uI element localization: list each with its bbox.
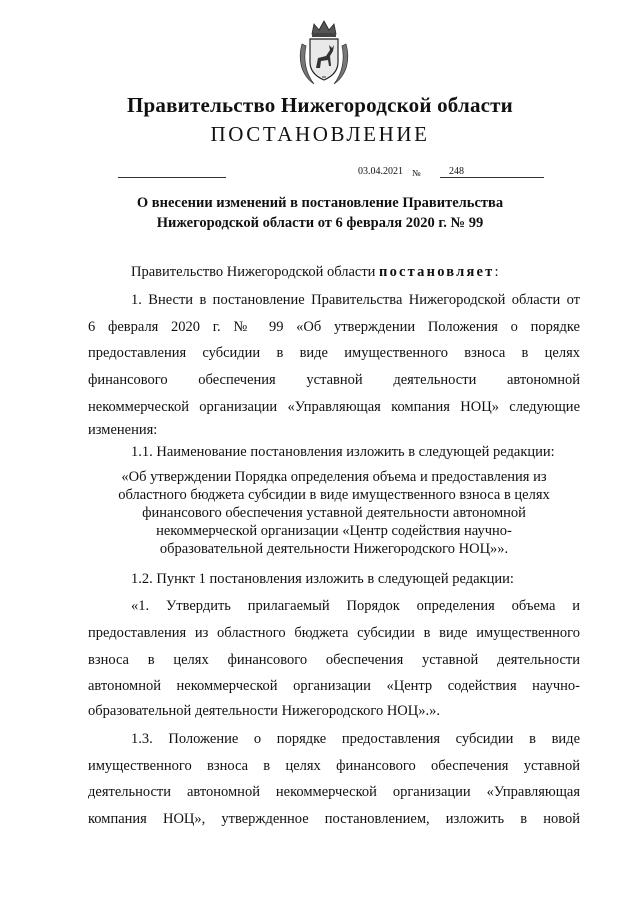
p12-text-line-3: взноса в целях финансового обеспечения уставной деятельности	[88, 652, 580, 668]
p12-text-line-5: образовательной деятельности Нижегородского НОЦ».».	[88, 703, 440, 719]
p11-line: 1.1. Наименование постановления изложить в следующей редакции:	[131, 444, 555, 460]
government-title: Правительство Нижегородской области	[127, 93, 513, 117]
nizhny-novgorod-coat-of-arms-icon	[296, 18, 352, 88]
p12-text-line-4: автономной некоммерческой организации «Центр содействия научно-	[88, 678, 580, 694]
quote-line-2: областного бюджета субсидии в виде имущественного взноса в целях	[118, 487, 550, 503]
p1-line-6: изменения:	[88, 422, 158, 438]
document-subject	[0, 193, 640, 233]
quote-line-3: финансового обеспечения уставной деятельности автономной	[142, 505, 526, 521]
p13-line-2: имущественного взноса в целях финансового обеспечения уставной	[88, 758, 580, 774]
quote-line-4: некоммерческой организации «Центр содействия научно-	[156, 523, 512, 539]
subject-line-1: О внесении изменений в постановление Правительства	[136, 195, 504, 211]
document-number: 248	[449, 166, 464, 177]
number-underline	[440, 177, 544, 178]
p1-line-1: 1. Внести в постановление Правительства Нижегородской области от	[131, 292, 580, 308]
p1-line-4: финансового обеспечения уставной деятельности автономной	[88, 372, 580, 388]
document-type-title: ПОСТАНОВЛЕНИЕ	[210, 122, 430, 146]
intro-paragraph	[88, 264, 580, 281]
p1-line-5: некоммерческой организации «Управляющая компания НОЦ» следующие	[88, 399, 580, 415]
p13-line-3: деятельности автономной некоммерческой организации «Управляющая	[88, 784, 580, 800]
p12-line: 1.2. Пункт 1 постановления изложить в следующей редакции:	[131, 571, 514, 587]
intro-verb: постановляет	[379, 264, 495, 280]
p12-text-line-2: предоставления из областного бюджета субсидии в виде имущественного	[88, 625, 580, 641]
subject-line-2: Нижегородской области от 6 февраля 2020 г. № 99	[156, 215, 484, 231]
intro-prefix: Правительство Нижегородской области	[131, 264, 376, 280]
quoted-new-title	[88, 468, 580, 558]
quote-line-1: «Об утверждении Порядка определения объема и предоставления из	[121, 469, 547, 485]
number-sign: №	[412, 168, 421, 178]
intro-suffix: :	[494, 264, 499, 280]
p1-line-2: 6 февраля 2020 г. № 99 «Об утверждении Положения о порядке	[88, 319, 580, 335]
blank-line-left	[118, 177, 226, 178]
p13-line-4: компания НОЦ», утвержденное постановлением, изложить в новой	[88, 811, 580, 827]
date-number-row	[0, 163, 640, 183]
p1-line-3: предоставления субсидии в виде имущественного взноса в целях	[88, 345, 580, 361]
document-date: 03.04.2021	[358, 166, 403, 177]
quote-line-5: образовательной деятельности Нижегородского НОЦ»».	[159, 541, 509, 557]
p13-line-1: 1.3. Положение о порядке предоставления субсидии в виде	[131, 731, 580, 747]
p12-text-line-1: «1. Утвердить прилагаемый Порядок определения объема и	[131, 598, 580, 614]
